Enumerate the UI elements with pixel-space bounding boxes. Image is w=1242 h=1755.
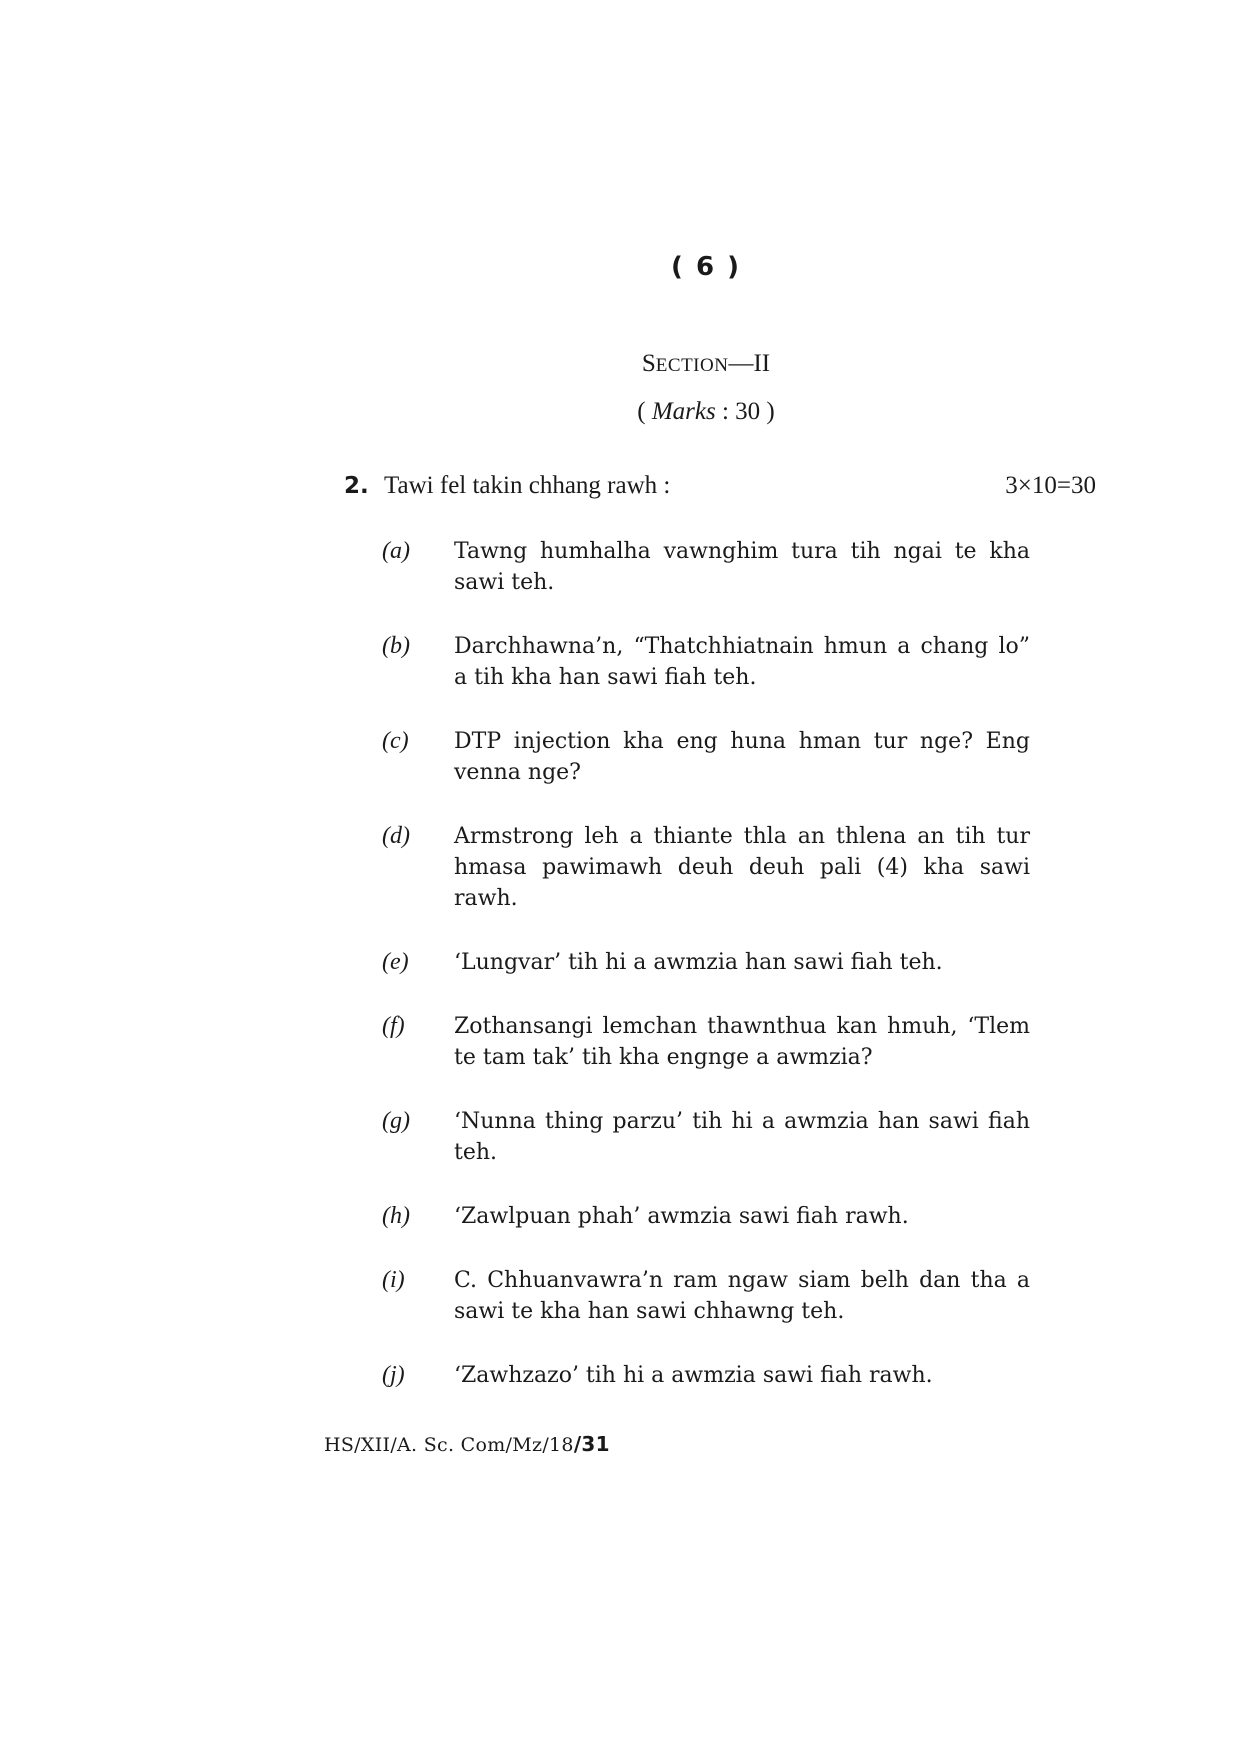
item-label: (j) [382, 1362, 405, 1388]
paper-code-bold: /31 [573, 1432, 610, 1456]
item-text: Darchhawna’n, “Thatchhiatnain hmun a chang lo” a tih kha han sawi fiah teh. [454, 634, 1030, 690]
question-header [344, 472, 1096, 500]
question-item-e [382, 947, 1030, 978]
section-title-initial: S [641, 350, 656, 377]
item-label: (a) [382, 538, 410, 564]
section-marks [0, 398, 1242, 426]
item-text: Armstrong leh a thiante thla an thlena an tih tur hmasa pawimawh deuh deuh pali (4) kha sawi rawh. [454, 824, 1030, 911]
section-title [0, 350, 1242, 378]
item-label: (d) [382, 823, 410, 849]
item-label: (b) [382, 633, 410, 659]
item-text: ‘Zawlpuan phah’ awmzia sawi fiah rawh. [454, 1204, 909, 1229]
item-label: (g) [382, 1108, 410, 1134]
question-item-h [382, 1201, 1030, 1232]
item-text: C. Chhuanvawra’n ram ngaw siam belh dan tha a sawi te kha han sawi chhawng teh. [454, 1268, 1030, 1324]
question-item-i [382, 1265, 1030, 1327]
question-items [382, 536, 1030, 1424]
question-number: 2. [344, 473, 369, 499]
page-number: ( 6 ) [671, 252, 741, 282]
question-item-c [382, 726, 1030, 788]
question-item-b [382, 631, 1030, 693]
question-item-j [382, 1360, 1030, 1391]
marks-word: Marks [651, 398, 716, 425]
question-item-a [382, 536, 1030, 598]
item-text: DTP injection kha eng huna hman tur nge? Eng venna nge? [454, 729, 1030, 785]
item-text: ‘Nunna thing parzu’ tih hi a awmzia han sawi fiah teh. [454, 1109, 1030, 1165]
item-label: (e) [382, 949, 409, 975]
item-text: Zothansangi lemchan thawnthua kan hmuh, ‘Tlem te tam tak’ tih kha engnge a awmzia? [454, 1014, 1030, 1070]
item-text: ‘Zawhzazo’ tih hi a awmzia sawi fiah rawh. [454, 1363, 933, 1388]
section-title-suffix: —II [728, 350, 771, 377]
question-marks: 3×10=30 [1005, 472, 1096, 499]
marks-value: : 30 ) [715, 398, 775, 425]
paper-code: HS/XII/A. Sc. Com/Mz/18 [324, 1434, 574, 1456]
question-text: Tawi fel takin chhang rawh : [384, 472, 671, 499]
section-title-rest: ECTION [655, 355, 729, 376]
marks-open: ( [637, 398, 652, 425]
paper-code-footer [324, 1432, 610, 1456]
item-label: (f) [382, 1013, 405, 1039]
item-label: (h) [382, 1203, 410, 1229]
item-text: Tawng humhalha vawnghim tura tih ngai te kha sawi teh. [454, 539, 1030, 595]
question-item-d [382, 821, 1030, 914]
item-text: ‘Lungvar’ tih hi a awmzia han sawi fiah teh. [454, 950, 943, 975]
question-item-f [382, 1011, 1030, 1073]
question-item-g [382, 1106, 1030, 1168]
item-label: (c) [382, 728, 409, 754]
item-label: (i) [382, 1267, 405, 1293]
